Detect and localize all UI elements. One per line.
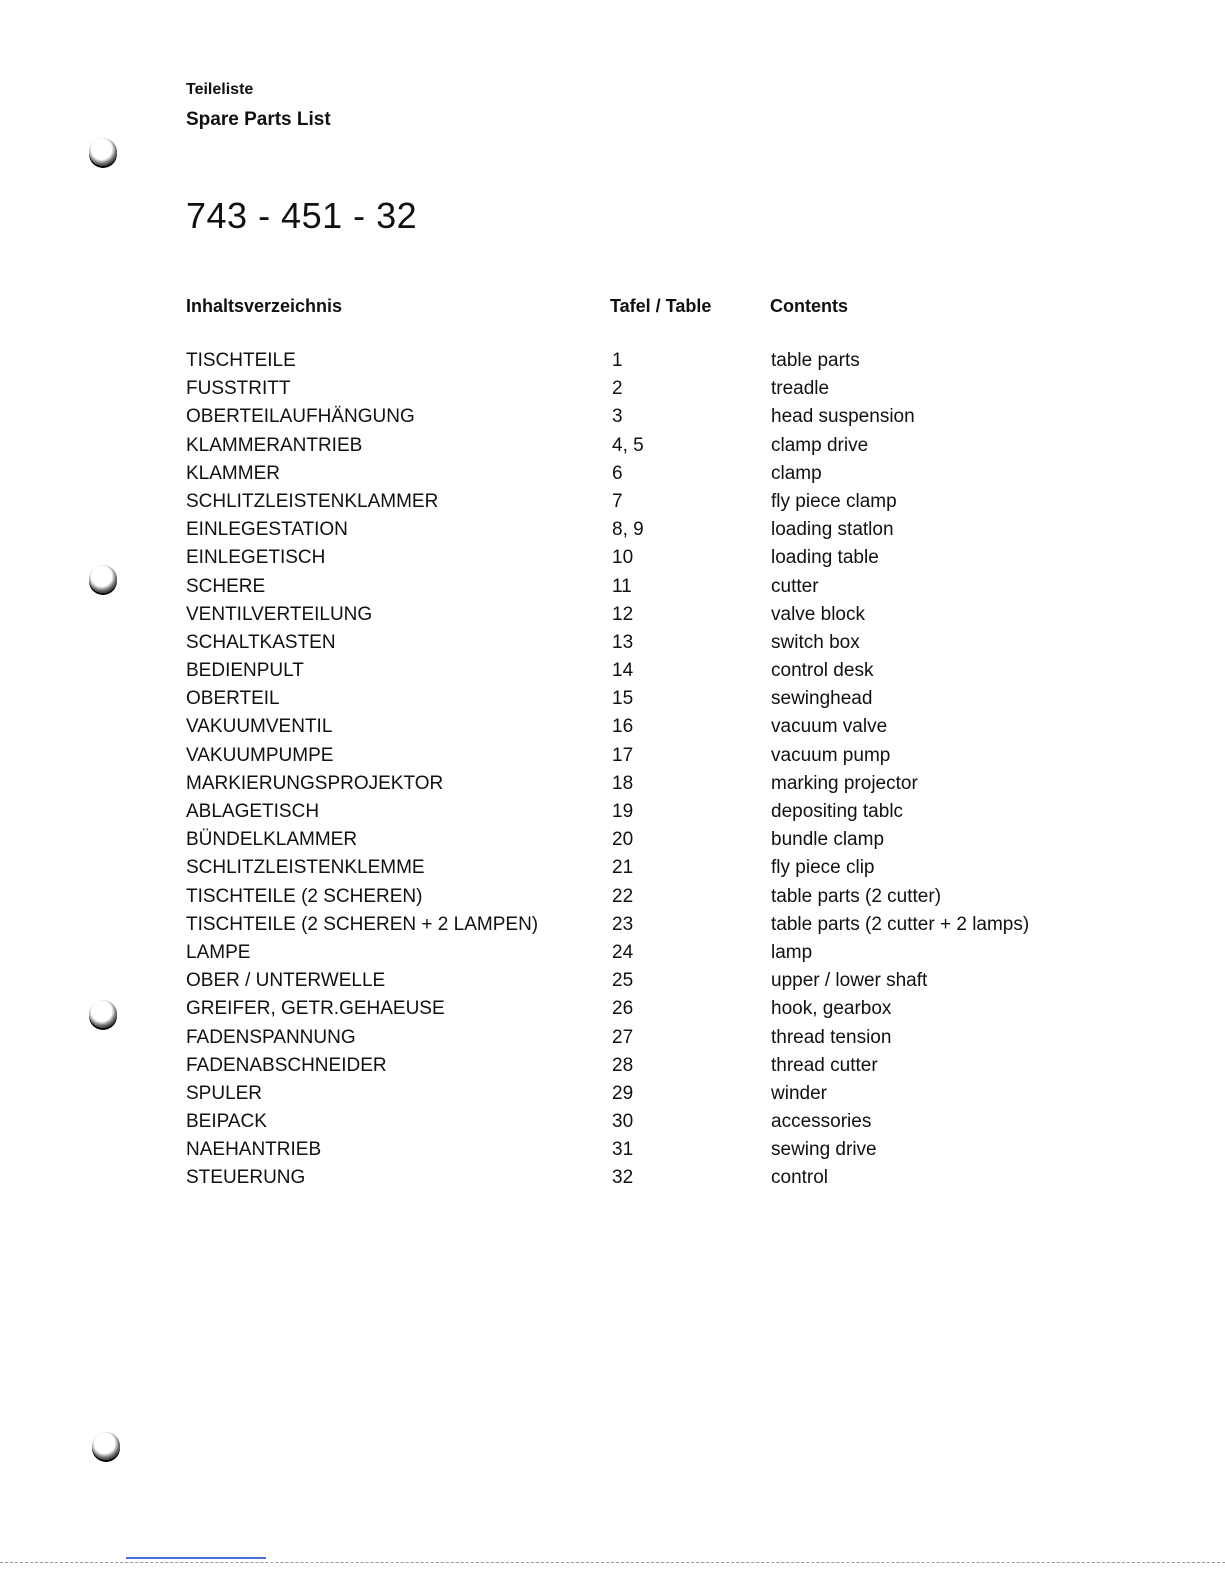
toc-english-name: vacuum pump [771, 744, 891, 766]
toc-english-name: cutter [771, 575, 819, 597]
toc-english-name: sewinghead [771, 688, 873, 710]
toc-table-number: 7 [612, 490, 623, 512]
toc-english-name: thread tension [771, 1026, 892, 1048]
toc-row [0, 574, 1225, 602]
toc-table-number: 4, 5 [612, 434, 644, 456]
toc-german-name: VAKUUMVENTIL [186, 716, 333, 738]
toc-english-name: table parts [771, 350, 860, 371]
toc-row [0, 602, 1225, 630]
toc-row [0, 1109, 1225, 1137]
toc-german-name: TISCHTEILE (2 SCHEREN) [186, 885, 423, 907]
toc-english-name: clamp drive [771, 434, 869, 456]
toc-german-name: EINLEGETISCH [186, 547, 326, 569]
toc-row [0, 1053, 1225, 1081]
toc-row [0, 743, 1225, 771]
toc-row [0, 545, 1225, 573]
toc-table-number: 16 [612, 716, 634, 738]
toc-german-name: FUSSTRITT [186, 378, 291, 400]
toc-row [0, 827, 1225, 855]
toc-table-number: 17 [612, 744, 634, 766]
toc-english-name: fly piece clip [771, 857, 875, 879]
column-header-english: Contents [770, 296, 848, 316]
toc-row [0, 996, 1225, 1024]
toc-german-name: GREIFER, GETR.GEHAEUSE [186, 998, 445, 1020]
toc-german-name: BÜNDELKLAMMER [186, 829, 358, 851]
toc-english-name: control [771, 1167, 829, 1189]
toc-english-name: switch box [771, 631, 860, 653]
toc-german-name: MARKIERUNGSPROJEKTOR [186, 772, 444, 794]
toc-english-name: lamp [771, 941, 813, 963]
toc-german-name: SPULER [186, 1082, 263, 1104]
toc-row [0, 968, 1225, 996]
footer-link-underline [126, 1557, 266, 1559]
toc-row [0, 489, 1225, 517]
toc-table-number: 23 [612, 913, 634, 935]
toc-row [0, 855, 1225, 883]
toc-table-number: 26 [612, 998, 634, 1020]
toc-german-name: OBERTEIL [186, 688, 280, 710]
toc-german-name: TISCHTEILE (2 SCHEREN + 2 LAMPEN) [186, 913, 539, 935]
toc-german-name: ABLAGETISCH [186, 801, 320, 822]
toc-english-name: hook, gearbox [771, 998, 892, 1020]
toc-english-name: head suspension [771, 406, 915, 428]
toc-table-number: 10 [612, 547, 634, 569]
toc-row [0, 1137, 1225, 1165]
toc-table-number: 13 [612, 631, 634, 653]
toc-table-number: 12 [612, 603, 634, 625]
toc-table-number: 6 [612, 462, 623, 484]
toc-german-name: NAEHANTRIEB [186, 1139, 322, 1161]
toc-english-name: accessories [771, 1111, 872, 1133]
toc-table-number: 11 [612, 575, 632, 597]
toc-german-name: SCHLITZLEISTENKLAMMER [186, 490, 439, 512]
column-header-table: Tafel / Table [610, 296, 712, 316]
title-english: Spare Parts List [186, 109, 331, 130]
toc-row [0, 771, 1225, 799]
toc-german-name: VAKUUMPUMPE [186, 744, 334, 766]
toc-english-name: treadle [771, 378, 830, 400]
toc-german-name: EINLEGESTATION [186, 519, 348, 541]
toc-english-name: valve block [771, 603, 865, 625]
toc-german-name: BEIPACK [186, 1111, 267, 1133]
toc-german-name: TISCHTEILE [186, 350, 296, 371]
toc-table-number: 14 [612, 660, 634, 682]
toc-row [0, 799, 1225, 827]
table-of-contents [0, 348, 1225, 1194]
toc-german-name: STEUERUNG [186, 1167, 306, 1189]
toc-german-name: SCHLITZLEISTENKLEMME [186, 857, 425, 879]
toc-german-name: KLAMMER [186, 462, 280, 484]
toc-table-number: 15 [612, 688, 634, 710]
toc-table-number: 20 [612, 829, 634, 851]
toc-table-number: 25 [612, 970, 634, 992]
toc-german-name: KLAMMERANTRIEB [186, 434, 363, 456]
toc-table-number: 1 [612, 350, 623, 371]
toc-row [0, 714, 1225, 742]
toc-english-name: vacuum valve [771, 716, 888, 738]
toc-german-name: FADENSPANNUNG [186, 1026, 356, 1048]
toc-english-name: loading table [771, 547, 879, 569]
toc-german-name: SCHALTKASTEN [186, 631, 336, 653]
toc-table-number: 24 [612, 941, 634, 963]
toc-row [0, 433, 1225, 461]
toc-german-name: BEDIENPULT [186, 660, 304, 682]
toc-row [0, 940, 1225, 968]
toc-row [0, 517, 1225, 545]
toc-table-number: 18 [612, 772, 634, 794]
toc-table-number: 31 [612, 1139, 634, 1161]
toc-row [0, 884, 1225, 912]
toc-table-number: 21 [612, 857, 634, 879]
toc-english-name: bundle clamp [771, 829, 885, 851]
punch-hole-icon [89, 138, 117, 166]
toc-german-name: SCHERE [186, 575, 266, 597]
toc-row [0, 461, 1225, 489]
toc-row [0, 1081, 1225, 1109]
toc-english-name: sewing drive [771, 1139, 877, 1161]
toc-german-name: FADENABSCHNEIDER [186, 1054, 387, 1076]
punch-hole-icon [92, 1432, 120, 1460]
toc-english-name: table parts (2 cutter) [771, 885, 942, 907]
toc-table-number: 27 [612, 1026, 634, 1048]
toc-german-name: LAMPE [186, 941, 251, 963]
toc-row [0, 630, 1225, 658]
toc-german-name: OBER / UNTERWELLE [186, 970, 386, 992]
document-number: 743 - 451 - 32 [186, 195, 418, 236]
toc-table-number: 30 [612, 1111, 634, 1133]
toc-row [0, 404, 1225, 432]
toc-table-number: 32 [612, 1167, 634, 1189]
toc-english-name: fly piece clamp [771, 490, 897, 512]
toc-german-name: VENTILVERTEILUNG [186, 603, 373, 625]
toc-table-number: 22 [612, 885, 634, 907]
toc-table-number: 8, 9 [612, 519, 644, 541]
toc-table-number: 29 [612, 1082, 634, 1104]
toc-english-name: clamp [771, 462, 822, 484]
toc-english-name: upper / lower shaft [771, 970, 928, 992]
toc-table-number: 19 [612, 801, 634, 822]
column-header-german: Inhaltsverzeichnis [186, 296, 343, 316]
toc-row [0, 376, 1225, 404]
toc-table-number: 3 [612, 406, 623, 428]
toc-english-name: marking projector [771, 772, 918, 794]
toc-row [0, 686, 1225, 714]
toc-table-number: 28 [612, 1054, 634, 1076]
toc-row [0, 1165, 1225, 1193]
toc-table-number: 2 [612, 378, 623, 400]
toc-row [0, 658, 1225, 686]
toc-english-name: depositing tablc [771, 801, 904, 822]
toc-english-name: control desk [771, 660, 874, 682]
toc-english-name: winder [771, 1082, 827, 1104]
toc-english-name: loading statlon [771, 519, 894, 541]
toc-row [0, 1025, 1225, 1053]
toc-english-name: thread cutter [771, 1054, 878, 1076]
toc-row [0, 912, 1225, 940]
page-edge-divider [0, 1562, 1225, 1563]
toc-german-name: OBERTEILAUFHÄNGUNG [186, 406, 415, 428]
toc-row [0, 348, 1225, 376]
toc-english-name: table parts (2 cutter + 2 lamps) [771, 913, 1030, 935]
title-german: Teileliste [186, 81, 254, 98]
